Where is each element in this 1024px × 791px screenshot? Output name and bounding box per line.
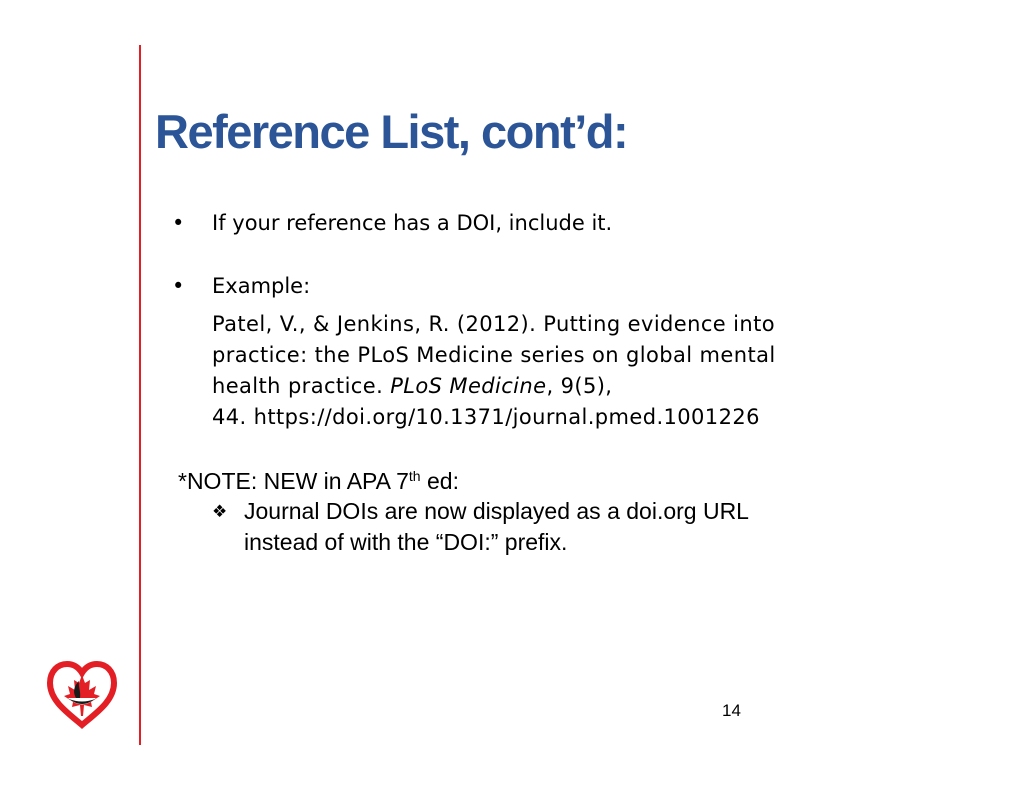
bullet-text: Example: — [212, 274, 311, 298]
note-suffix: ed: — [420, 468, 459, 494]
journal-name: PLoS Medicine — [390, 374, 547, 398]
note-superscript: th — [408, 468, 421, 484]
reference-line-1: Patel, V., & Jenkins, R. (2012). Putting evidence into — [212, 312, 775, 336]
reference-text: health practice. — [212, 374, 391, 398]
maple-leaf-heart-logo-icon — [46, 661, 118, 729]
slide-title: Reference List, cont’d: — [155, 105, 628, 158]
diamond-bullet-icon: ❖ — [212, 502, 228, 521]
bullet-dot: • — [172, 274, 185, 298]
reference-line-4: 44. https://doi.org/10.1371/journal.pmed.1001226 — [212, 405, 760, 429]
bullet-dot: • — [172, 211, 185, 235]
logo-maple-leaf — [64, 675, 100, 716]
note-prefix: *NOTE: NEW in APA 7 — [178, 468, 409, 494]
accent-vertical-line — [139, 45, 141, 745]
reference-volume: , 9(5), — [546, 374, 613, 398]
note-item-line-2: instead of with the “DOI:” prefix. — [244, 529, 568, 555]
apa7-note-item — [212, 496, 749, 558]
bullet-text: If your reference has a DOI, include it. — [212, 211, 613, 235]
reference-line-2: practice: the PLoS Medicine series on global mental — [212, 343, 776, 367]
page-number: 14 — [722, 701, 741, 720]
apa7-note-heading — [178, 466, 459, 497]
note-item-line-1 — [212, 496, 749, 527]
reference-line-3 — [212, 371, 776, 402]
bullet-item-example — [172, 271, 310, 302]
reference-example — [212, 309, 776, 433]
bullet-item-doi — [172, 208, 612, 239]
note-item-text: Journal DOIs are now displayed as a doi.org URL — [244, 498, 749, 524]
